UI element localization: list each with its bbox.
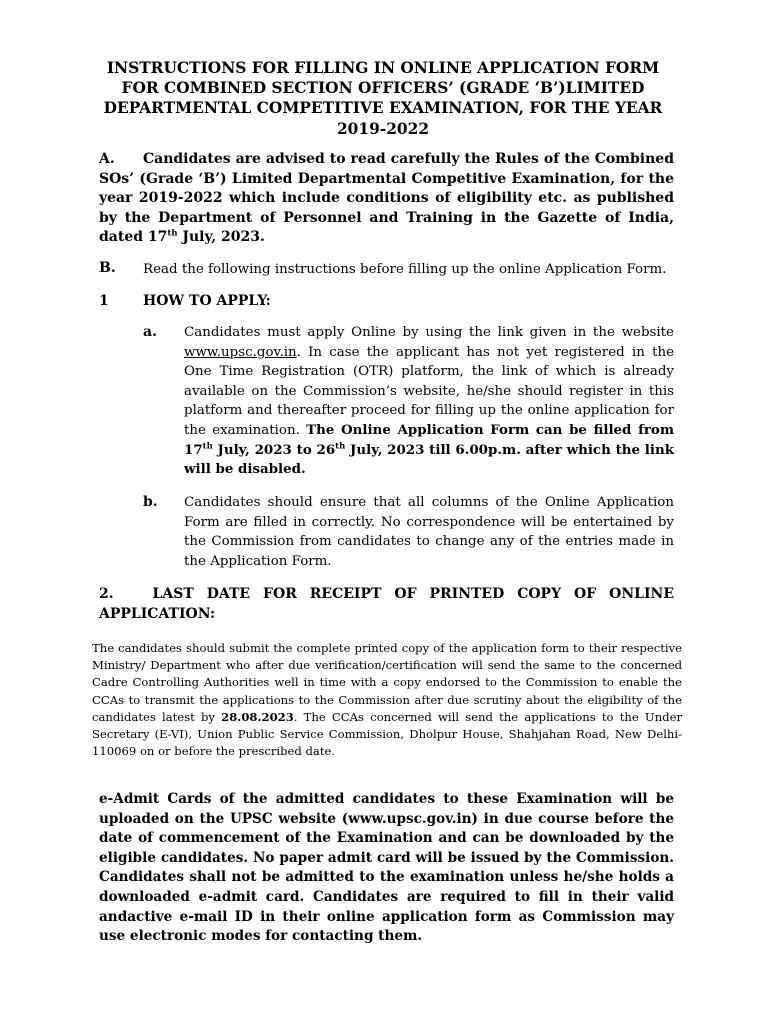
section-a-sup: th — [167, 228, 178, 239]
item-a-text-2: . In case the applicant has not yet registered in the One Time Registration (OTR) platform, the link of which is already available on the Commission’s website, he/she should register in this platform and thereafter proceed for filling up the online application for the examination. — [184, 344, 674, 438]
upsc-website-link[interactable]: www.upsc.gov.in — [184, 344, 297, 360]
section-2-text-2: . The CCAs concerned will send the applications to the Under Secretary (E-VI), Union Public Service Commission, Dholpur House, Shahjahan Road, New Delhi-110069 on or before the prescribed date. — [92, 709, 682, 759]
section-a-text-2: July, 2023. — [177, 229, 265, 246]
title-line-2: FOR COMBINED SECTION OFFICERS’ (GRADE ‘B’)LIMITED — [121, 79, 645, 98]
section-b-label: B. — [99, 260, 116, 276]
item-a-bold-1: The Online Application Form can be filled from 17 — [184, 421, 674, 458]
item-a-bold-3: July, 2023 till 6.00p.m. after which the link will be disabled. — [184, 441, 674, 478]
section-2-paragraph — [92, 640, 682, 760]
item-a-sup-2: th — [335, 441, 346, 452]
item-a-paragraph — [184, 323, 674, 480]
section-a-label: A. — [99, 151, 115, 167]
item-a-bold-2: July, 2023 to 26 — [212, 441, 336, 458]
item-a-label: a. — [143, 324, 157, 340]
section-2-heading — [99, 585, 674, 624]
section-2-heading-text: LAST DATE FOR RECEIPT OF PRINTED COPY OF ONLINE APPLICATION: — [99, 586, 674, 622]
section-a-paragraph — [99, 150, 674, 248]
section-2-label: 2. — [99, 586, 114, 602]
section-b-text: Read the following instructions before filling up the online Application Form. — [143, 262, 667, 277]
title-line-3: DEPARTMENTAL COMPETITIVE EXAMINATION, FOR THE YEAR — [103, 99, 663, 118]
section-a-text-1: Candidates are advised to read carefully the Rules of the Combined SOs’ (Grade ‘B’) Limited Departmental Competitive Examination, for the year 2019-2022 which include conditions of eligibility etc. as published by the Department of Personnel and Training in the Gazette of India, dated 17 — [99, 151, 674, 246]
section-2-date: 28.08.2023 — [221, 709, 294, 724]
item-a-text-1: Candidates must apply Online by using the link given in the website — [184, 325, 674, 340]
title-line-4: 2019-2022 — [336, 119, 430, 138]
item-b-text: Candidates should ensure that all columns of the Online Application Form are filled in correctly. No correspondence will be entertained by the Commission from candidates to change any of the entries made in the Application Form. — [184, 495, 674, 569]
section-2-text-1: The candidates should submit the complete printed copy of the application form to their respective Ministry/ Department who after due verification/certification will send the same to the concerned Cadre Controlling Authorities well in time with a copy endorsed to the Commission to enable the CCAs to transmit the applications to the Commission after due scrutiny about the eligibility of the candidates latest by — [92, 641, 682, 724]
item-b-label: b. — [143, 494, 158, 510]
section-1-label: 1 — [99, 293, 109, 309]
section-1-heading: HOW TO APPLY: — [143, 293, 271, 309]
document-title — [80, 58, 686, 139]
item-a-sup-1: th — [202, 441, 213, 452]
admit-card-paragraph: e-Admit Cards of the admitted candidates to these Examination will be uploaded on the UPSC website (www.upsc.gov.in) in due course before the date of commencement of the Examination and can be downloaded by the eligible candidates. No paper admit card will be issued by the Commission. Candidates shall not be admitted to the examination unless he/she holds a downloaded e-admit card. Candidates are required to fill in their valid andactive e-mail ID in their online application form as Commission may use electronic modes for contacting them. — [99, 791, 674, 945]
title-line-1: INSTRUCTIONS FOR FILLING IN ONLINE APPLICATION FORM — [106, 59, 660, 77]
